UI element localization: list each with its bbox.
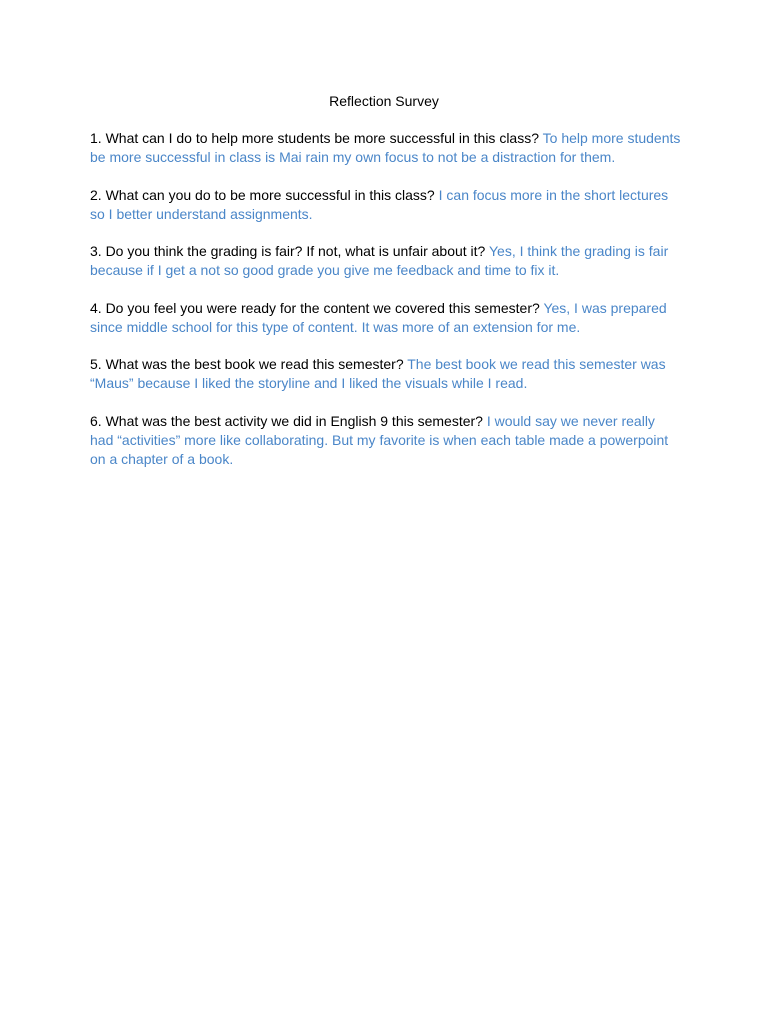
question-text: 5. What was the best book we read this semester? [90, 356, 404, 372]
question-text: 4. Do you feel you were ready for the content we covered this semester? [90, 299, 540, 316]
answer-text: The best book we read this semester was “Maus” because I liked the storyline and I liked the visuals while I read. [90, 356, 666, 391]
survey-item-5 [90, 355, 682, 393]
answer-text: Yes, I was prepared since middle school for this type of content. It was more of an extension for me. [90, 299, 667, 335]
page-title: Reflection Survey [329, 93, 439, 109]
answer-text: To help more students be more successful in class is Mai rain my own focus to not be a distraction for them. [90, 130, 681, 165]
answer-text: Yes, I think the grading is fair because if I get a not so good grade you give me feedback and time to fix it. [90, 243, 669, 278]
survey-item-1 [90, 129, 682, 167]
question-text: 2. What can you do to be more successful in this class? [90, 186, 435, 203]
answer-text: I can focus more in the short lectures so I better understand assignments. [90, 186, 669, 222]
survey-list [90, 129, 682, 487]
answer-text: I would say we never really had “activities” more like collaborating. But my favorite is when each table made a powerpoint on a chapter of a book. [90, 412, 669, 467]
question-text: 3. Do you think the grading is fair? If not, what is unfair about it? [90, 243, 486, 259]
survey-item-4 [90, 299, 682, 337]
survey-item-2 [90, 186, 682, 224]
survey-item-6 [90, 412, 682, 469]
question-text: 6. What was the best activity we did in English 9 this semester? [90, 412, 483, 429]
question-text: 1. What can I do to help more students be more successful in this class? [90, 130, 539, 146]
survey-item-3 [90, 242, 682, 280]
